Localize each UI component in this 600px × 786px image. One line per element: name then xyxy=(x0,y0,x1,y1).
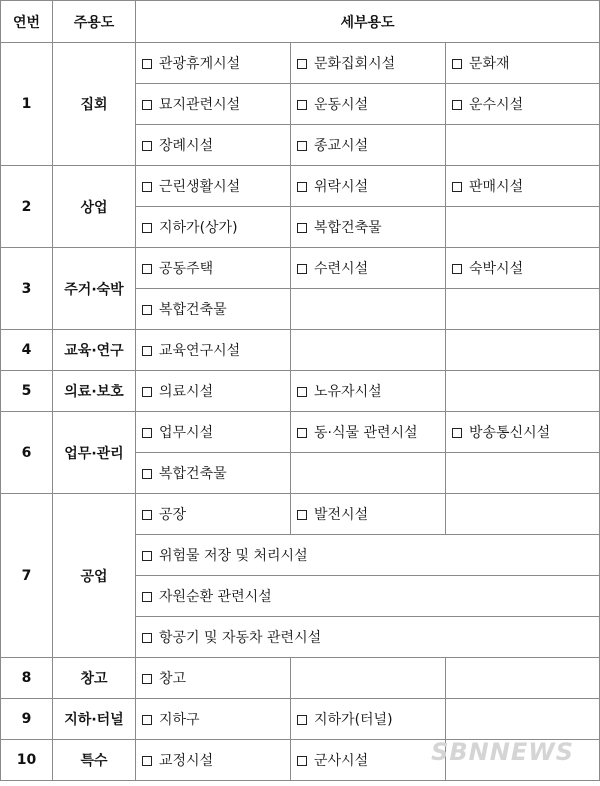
detail-use-cell xyxy=(136,248,291,289)
checkbox-icon[interactable] xyxy=(142,756,152,766)
detail-use-cell xyxy=(446,207,600,248)
detail-use-label: 장례시설 xyxy=(159,138,214,154)
detail-use-cell xyxy=(136,371,291,412)
header-no: 연번 xyxy=(1,1,53,43)
detail-use-label: 근린생활시설 xyxy=(159,179,241,195)
detail-use-cell xyxy=(446,699,600,740)
checkbox-icon[interactable] xyxy=(142,223,152,233)
detail-use-cell xyxy=(446,658,600,699)
detail-use-label: 운수시설 xyxy=(469,97,524,113)
detail-use-label: 노유자시설 xyxy=(314,384,382,400)
detail-use-cell xyxy=(446,166,600,207)
checkbox-icon[interactable] xyxy=(142,346,152,356)
detail-use-cell xyxy=(291,330,446,371)
detail-use-label: 교육연구시설 xyxy=(159,343,241,359)
checkbox-icon[interactable] xyxy=(142,674,152,684)
detail-use-cell xyxy=(136,494,291,535)
detail-use-label: 공동주택 xyxy=(159,261,214,277)
detail-use-label: 지하가(상가) xyxy=(159,220,238,236)
table-row xyxy=(1,658,600,699)
checkbox-icon[interactable] xyxy=(142,59,152,69)
detail-use-cell xyxy=(446,289,600,330)
detail-use-cell xyxy=(291,658,446,699)
detail-use-cell xyxy=(136,289,291,330)
detail-use-label: 문화집회시설 xyxy=(314,56,396,72)
detail-use-label: 묘지관련시설 xyxy=(159,97,241,113)
detail-use-cell xyxy=(291,494,446,535)
detail-use-cell xyxy=(291,207,446,248)
detail-use-label: 업무시설 xyxy=(159,425,214,441)
row-number: 6 xyxy=(1,412,53,494)
checkbox-icon[interactable] xyxy=(297,223,307,233)
checkbox-icon[interactable] xyxy=(452,182,462,192)
header-main-use: 주용도 xyxy=(53,1,136,43)
row-number: 4 xyxy=(1,330,53,371)
detail-use-cell xyxy=(446,125,600,166)
row-number: 3 xyxy=(1,248,53,330)
detail-use-cell xyxy=(291,166,446,207)
checkbox-icon[interactable] xyxy=(297,387,307,397)
detail-use-cell xyxy=(136,207,291,248)
detail-use-label: 지하구 xyxy=(159,712,200,728)
table-row xyxy=(1,494,600,535)
table-row xyxy=(1,412,600,453)
detail-use-label: 수련시설 xyxy=(314,261,369,277)
checkbox-icon[interactable] xyxy=(142,510,152,520)
table-row xyxy=(1,248,600,289)
main-use: 공업 xyxy=(53,494,136,658)
detail-use-label: 문화재 xyxy=(469,56,510,72)
checkbox-icon[interactable] xyxy=(297,510,307,520)
checkbox-icon[interactable] xyxy=(297,141,307,151)
detail-use-cell xyxy=(136,699,291,740)
checkbox-icon[interactable] xyxy=(297,182,307,192)
detail-use-cell xyxy=(291,84,446,125)
detail-use-label: 관광휴게시설 xyxy=(159,56,241,72)
detail-use-cell xyxy=(136,740,291,781)
checkbox-icon[interactable] xyxy=(452,428,462,438)
row-number: 8 xyxy=(1,658,53,699)
checkbox-icon[interactable] xyxy=(297,428,307,438)
detail-use-cell xyxy=(291,289,446,330)
main-use: 교육·연구 xyxy=(53,330,136,371)
detail-use-cell xyxy=(446,84,600,125)
detail-use-cell xyxy=(136,453,291,494)
checkbox-icon[interactable] xyxy=(142,469,152,479)
detail-use-cell xyxy=(291,453,446,494)
checkbox-icon[interactable] xyxy=(142,715,152,725)
checkbox-icon[interactable] xyxy=(142,264,152,274)
detail-use-cell xyxy=(291,740,446,781)
detail-use-cell xyxy=(446,494,600,535)
detail-use-label: 지하가(터널) xyxy=(314,712,393,728)
checkbox-icon[interactable] xyxy=(142,551,152,561)
table-header-row xyxy=(1,1,600,43)
checkbox-icon[interactable] xyxy=(297,264,307,274)
detail-use-cell xyxy=(446,412,600,453)
detail-use-label: 위락시설 xyxy=(314,179,369,195)
watermark: SBNNEWS xyxy=(431,738,574,766)
detail-use-cell xyxy=(136,166,291,207)
detail-use-cell xyxy=(291,699,446,740)
row-number: 1 xyxy=(1,43,53,166)
detail-use-cell xyxy=(291,371,446,412)
header-detail-use: 세부용도 xyxy=(136,1,600,43)
detail-use-label: 발전시설 xyxy=(314,507,369,523)
detail-use-cell xyxy=(136,412,291,453)
checkbox-icon[interactable] xyxy=(142,387,152,397)
detail-use-label: 항공기 및 자동차 관련시설 xyxy=(159,630,322,646)
checkbox-icon[interactable] xyxy=(452,100,462,110)
detail-use-cell xyxy=(446,43,600,84)
row-number: 9 xyxy=(1,699,53,740)
detail-use-label: 판매시설 xyxy=(469,179,524,195)
main-use: 창고 xyxy=(53,658,136,699)
detail-use-label: 위험물 저장 및 처리시설 xyxy=(159,548,308,564)
detail-use-label: 복합건축물 xyxy=(314,220,382,236)
detail-use-label: 군사시설 xyxy=(314,753,369,769)
detail-use-cell xyxy=(446,330,600,371)
checkbox-icon[interactable] xyxy=(297,756,307,766)
detail-use-cell xyxy=(446,453,600,494)
detail-use-cell xyxy=(136,43,291,84)
table-row xyxy=(1,371,600,412)
row-number: 2 xyxy=(1,166,53,248)
main-use: 집회 xyxy=(53,43,136,166)
detail-use-label: 운동시설 xyxy=(314,97,369,113)
detail-use-label: 방송통신시설 xyxy=(469,425,551,441)
table-row xyxy=(1,330,600,371)
detail-use-label: 창고 xyxy=(159,671,187,687)
checkbox-icon[interactable] xyxy=(142,141,152,151)
table-row xyxy=(1,43,600,84)
main-use: 업무·관리 xyxy=(53,412,136,494)
checkbox-icon[interactable] xyxy=(142,633,152,643)
detail-use-label: 의료시설 xyxy=(159,384,214,400)
detail-use-cell xyxy=(136,658,291,699)
detail-use-cell xyxy=(136,84,291,125)
main-use: 의료·보호 xyxy=(53,371,136,412)
checkbox-icon[interactable] xyxy=(297,100,307,110)
detail-use-cell xyxy=(136,330,291,371)
checkbox-icon[interactable] xyxy=(452,59,462,69)
detail-use-label: 공장 xyxy=(159,507,187,523)
detail-use-cell xyxy=(136,576,600,617)
detail-use-label: 복합건축물 xyxy=(159,466,227,482)
table-row xyxy=(1,166,600,207)
detail-use-cell xyxy=(136,535,600,576)
detail-use-label: 동·식물 관련시설 xyxy=(314,425,418,441)
checkbox-icon[interactable] xyxy=(297,715,307,725)
checkbox-icon[interactable] xyxy=(142,305,152,315)
detail-use-cell xyxy=(136,617,600,658)
checkbox-icon[interactable] xyxy=(142,182,152,192)
row-number: 10 xyxy=(1,740,53,781)
detail-use-cell xyxy=(136,125,291,166)
checkbox-icon[interactable] xyxy=(142,592,152,602)
row-number: 7 xyxy=(1,494,53,658)
row-number: 5 xyxy=(1,371,53,412)
main-use: 상업 xyxy=(53,166,136,248)
checkbox-icon[interactable] xyxy=(297,59,307,69)
main-use: 지하·터널 xyxy=(53,699,136,740)
detail-use-cell xyxy=(291,248,446,289)
detail-use-label: 자원순환 관련시설 xyxy=(159,589,272,605)
detail-use-cell xyxy=(291,125,446,166)
detail-use-label: 숙박시설 xyxy=(469,261,524,277)
detail-use-label: 종교시설 xyxy=(314,138,369,154)
checkbox-icon[interactable] xyxy=(452,264,462,274)
table-row xyxy=(1,699,600,740)
detail-use-cell xyxy=(446,371,600,412)
detail-use-cell xyxy=(291,412,446,453)
main-use: 특수 xyxy=(53,740,136,781)
detail-use-cell xyxy=(291,43,446,84)
detail-use-label: 복합건축물 xyxy=(159,302,227,318)
checkbox-icon[interactable] xyxy=(142,428,152,438)
detail-use-label: 교정시설 xyxy=(159,753,214,769)
detail-use-cell xyxy=(446,248,600,289)
main-use: 주거·숙박 xyxy=(53,248,136,330)
checkbox-icon[interactable] xyxy=(142,100,152,110)
